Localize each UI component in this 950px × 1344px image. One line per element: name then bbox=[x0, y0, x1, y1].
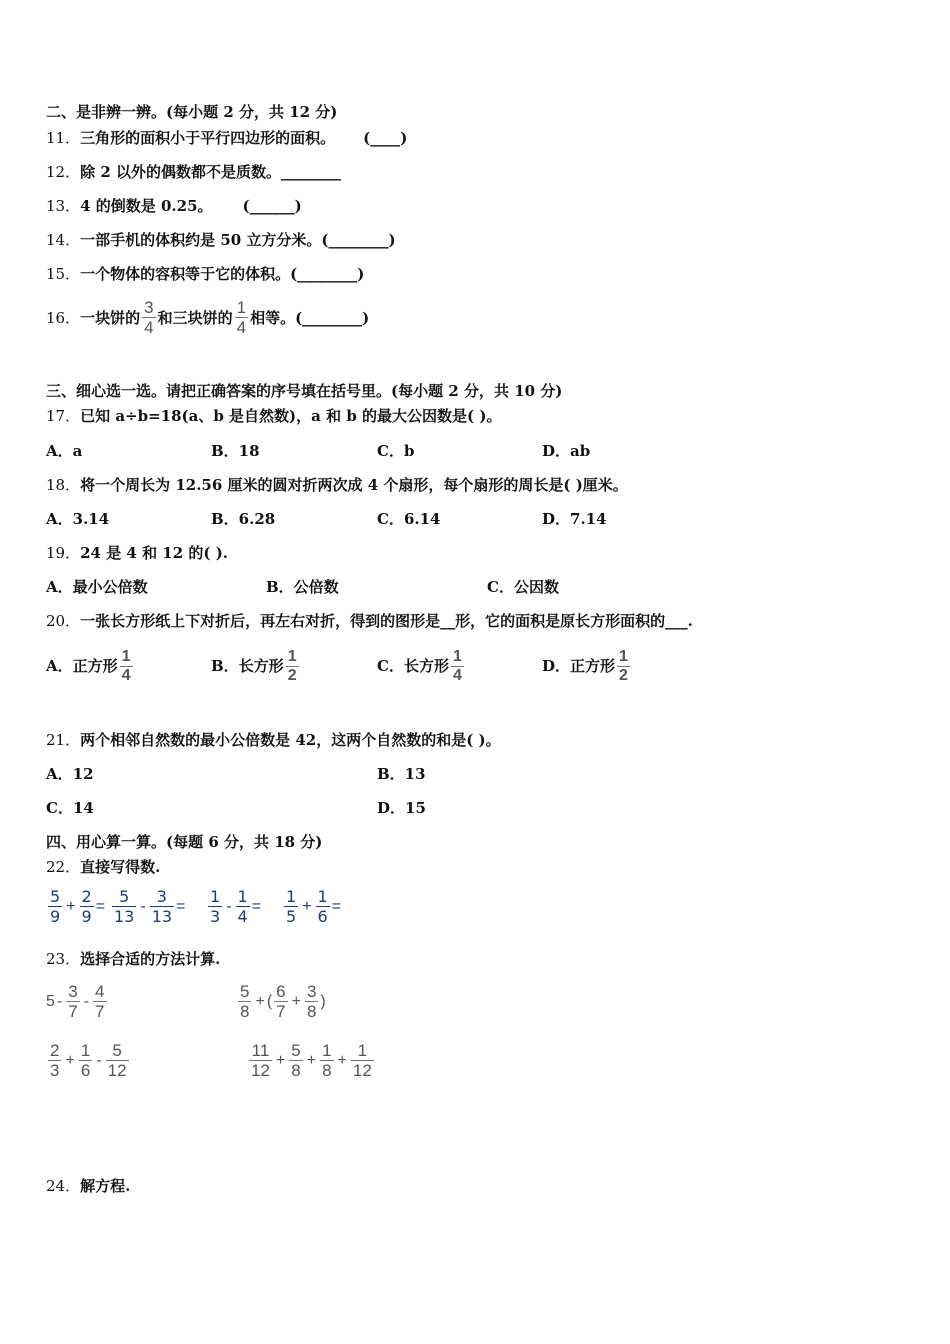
fraction: $\frac{3}{8}$ bbox=[306, 982, 317, 1021]
fraction: $\frac{11}{12}$ bbox=[251, 1041, 270, 1080]
question-text-post: 相等。(________) bbox=[250, 308, 370, 327]
question-21 bbox=[46, 730, 501, 750]
option-c: C．b bbox=[377, 442, 415, 460]
question-14 bbox=[46, 230, 396, 250]
question-13 bbox=[46, 196, 302, 216]
question-number: 15． bbox=[46, 265, 81, 283]
option-a: A．最小公倍数 bbox=[46, 578, 148, 596]
fraction: $\frac{1}{6}$ bbox=[317, 887, 328, 926]
question-number: 13． bbox=[46, 197, 81, 215]
question-16 bbox=[46, 298, 369, 337]
fraction: $\frac{4}{7}$ bbox=[95, 982, 105, 1021]
question-number: 11． bbox=[46, 129, 81, 147]
fraction-one-quarter: $\frac{1}{4}$ bbox=[236, 298, 247, 337]
question-text: 解方程. bbox=[80, 1177, 131, 1195]
question-number: 24． bbox=[46, 1177, 81, 1195]
question-text: 一个物体的容积等于它的体积。(________) bbox=[80, 265, 365, 283]
question-text: 一部手机的体积约是 50 立方分米。(________) bbox=[80, 231, 396, 249]
question-number: 22． bbox=[46, 858, 81, 876]
calc-expression-4: $\frac{11}{12}$ + $\frac{5}{8}$ + $\frac{1}{8}$ + $\frac{1}{12}$ bbox=[251, 1041, 372, 1080]
fraction: $\frac{1}{12}$ bbox=[352, 1041, 372, 1080]
fraction: $\frac{5}{12}$ bbox=[107, 1041, 127, 1080]
expression-1: $\frac{5}{9}$ + $\frac{2}{9}$ = bbox=[50, 887, 106, 926]
question-text-mid: 和三块饼的 bbox=[157, 308, 233, 327]
answer-blank: (____) bbox=[363, 129, 408, 147]
question-11 bbox=[46, 128, 407, 148]
fraction: $\frac{1}{3}$ bbox=[210, 887, 221, 926]
section-3-heading: 三、细心选一选。请把正确答案的序号填在括号里。(每小题 2 分，共 10 分) bbox=[46, 382, 563, 400]
question-number: 14． bbox=[46, 231, 81, 249]
question-number: 23． bbox=[46, 950, 81, 968]
option-d: D．15 bbox=[377, 799, 426, 817]
question-text: 将一个周长为 12.56 厘米的圆对折两次成 4 个扇形，每个扇形的周长是( )厘米。 bbox=[80, 476, 628, 494]
question-number: 12． bbox=[46, 163, 81, 181]
section-2-heading: 二、是非辨一辨。(每小题 2 分，共 12 分) bbox=[46, 103, 338, 121]
option-c: C．6.14 bbox=[377, 510, 441, 528]
question-number: 20． bbox=[46, 612, 81, 630]
expression-3: $\frac{1}{3}$ - $\frac{1}{4}$ = bbox=[210, 887, 262, 926]
option-a: A．a bbox=[46, 442, 83, 460]
fraction: $\frac{1}{6}$ bbox=[80, 1041, 91, 1080]
option-b: B．公倍数 bbox=[266, 578, 339, 596]
fraction: $\frac{3}{7}$ bbox=[68, 982, 78, 1021]
expression-4: $\frac{1}{5}$ + $\frac{1}{6}$ = bbox=[286, 887, 342, 926]
question-19 bbox=[46, 543, 228, 563]
question-22 bbox=[46, 857, 160, 877]
question-18 bbox=[46, 475, 628, 495]
fraction: $\frac{1}{4}$ bbox=[237, 887, 248, 926]
question-number: 17． bbox=[46, 407, 81, 425]
fraction: $\frac{5}{8}$ bbox=[291, 1041, 301, 1080]
question-text: 已知 a÷b=18(a、b 是自然数)，a 和 b 的最大公因数是( )。 bbox=[80, 407, 502, 425]
fraction: $\frac{1}{2}$ bbox=[619, 647, 628, 684]
question-text: 一张长方形纸上下对折后，再左右对折，得到的图形是__形，它的面积是原长方形面积的___. bbox=[80, 612, 693, 630]
fraction: $\frac{1}{4}$ bbox=[452, 647, 462, 684]
question-text: 两个相邻自然数的最小公倍数是 42，这两个自然数的和是( )。 bbox=[80, 731, 501, 749]
question-text: 4 的倒数是 0.25。 bbox=[80, 197, 213, 215]
option-a: A．12 bbox=[46, 765, 94, 783]
option-b: B．18 bbox=[211, 442, 260, 460]
option-b: B．13 bbox=[377, 765, 426, 783]
question-text: 选择合适的方法计算. bbox=[80, 950, 221, 968]
option-b: B．6.28 bbox=[211, 510, 276, 528]
calc-expression-1: 5 - $\frac{3}{7}$ - $\frac{4}{7}$ bbox=[46, 982, 105, 1021]
fraction: $\frac{3}{13}$ bbox=[151, 887, 173, 926]
question-24 bbox=[46, 1176, 130, 1196]
option-c: C．公因数 bbox=[487, 578, 559, 596]
question-text: 三角形的面积小于平行四边形的面积。 bbox=[80, 129, 336, 147]
calc-expression-2: $\frac{5}{8}$ + ( $\frac{6}{7}$ + $\frac{3}{8}$ ) bbox=[240, 982, 326, 1021]
fraction: $\frac{1}{5}$ bbox=[286, 887, 297, 926]
fraction: $\frac{2}{3}$ bbox=[50, 1041, 60, 1080]
fraction: $\frac{5}{9}$ bbox=[50, 887, 61, 926]
question-number: 19． bbox=[46, 544, 81, 562]
question-text-pre: 一块饼的 bbox=[80, 308, 141, 327]
fraction: $\frac{2}{9}$ bbox=[81, 887, 92, 926]
option-a: A．正方形 $\frac{1}{4}$ bbox=[46, 647, 131, 684]
fraction: $\frac{5}{13}$ bbox=[114, 887, 135, 926]
question-text: 直接写得数. bbox=[80, 858, 161, 876]
question-text: 除 2 以外的偶数都不是质数。________ bbox=[80, 163, 341, 181]
answer-blank: (______) bbox=[242, 197, 302, 215]
section-4-heading: 四、用心算一算。(每题 6 分，共 18 分) bbox=[46, 833, 323, 851]
fraction-three-quarters: $\frac{3}{4}$ bbox=[144, 298, 154, 337]
fraction: $\frac{1}{2}$ bbox=[287, 647, 297, 684]
option-d: D．正方形 $\frac{1}{2}$ bbox=[542, 647, 628, 684]
question-number: 21． bbox=[46, 731, 81, 749]
question-12 bbox=[46, 162, 341, 182]
option-a: A．3.14 bbox=[46, 510, 110, 528]
question-text: 24 是 4 和 12 的( ). bbox=[80, 544, 229, 562]
option-c: C．长方形 $\frac{1}{4}$ bbox=[377, 647, 462, 684]
option-c: C．14 bbox=[46, 799, 94, 817]
question-number: 18． bbox=[46, 476, 81, 494]
question-17 bbox=[46, 406, 501, 426]
option-d: D．ab bbox=[542, 442, 591, 460]
question-number: 16． bbox=[46, 308, 81, 327]
expression-2: $\frac{5}{13}$ - $\frac{3}{13}$ = bbox=[114, 887, 186, 926]
calc-expression-3: $\frac{2}{3}$ + $\frac{1}{6}$ - $\frac{5}{12}$ bbox=[50, 1041, 127, 1080]
question-20 bbox=[46, 611, 693, 631]
question-15 bbox=[46, 264, 364, 284]
fraction: $\frac{1}{4}$ bbox=[121, 647, 131, 684]
fraction: $\frac{1}{8}$ bbox=[322, 1041, 332, 1080]
fraction: $\frac{5}{8}$ bbox=[240, 982, 250, 1021]
option-b: B．长方形 $\frac{1}{2}$ bbox=[211, 647, 297, 684]
fraction: $\frac{6}{7}$ bbox=[276, 982, 286, 1021]
question-23 bbox=[46, 949, 220, 969]
option-d: D．7.14 bbox=[542, 510, 607, 528]
